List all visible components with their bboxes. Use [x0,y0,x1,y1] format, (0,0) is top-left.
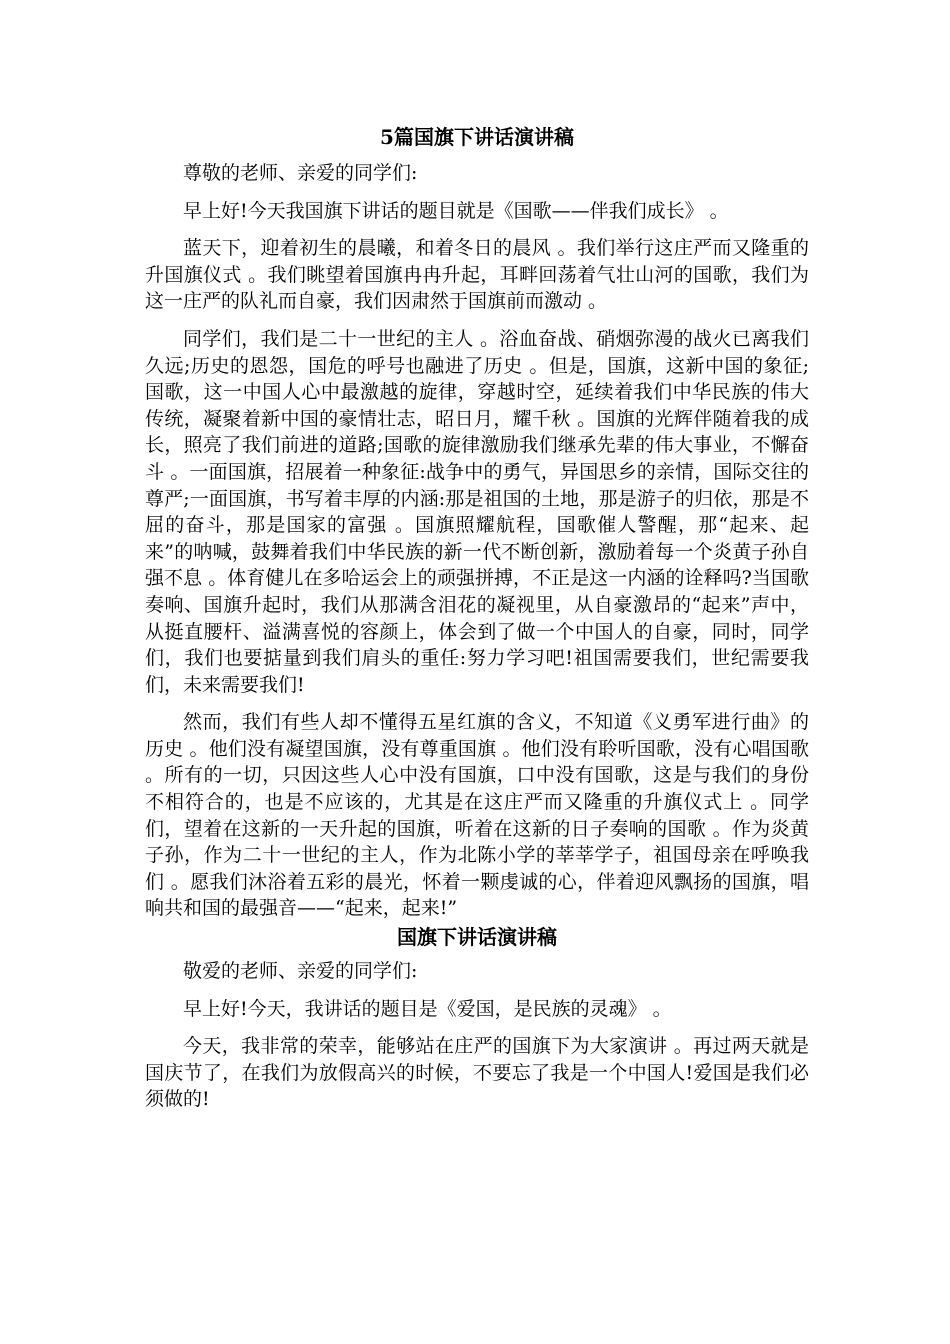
document-title: 5篇国旗下讲话演讲稿 [380,125,574,149]
section-title: 国旗下讲话演讲稿 [397,925,557,950]
speech2-greeting: 敬爱的老师、亲爱的同学们: [183,960,418,983]
speech1-paragraph-1: 早上好!今天我国旗下讲话的题目就是《国歌——伴我们成长》 。 [183,199,729,222]
speech1-greeting: 尊敬的老师、亲爱的同学们: [183,162,418,184]
speech2-paragraph-1: 早上好!今天，我讲话的题目是《爱国，是民族的灵魂》 。 [183,997,672,1020]
speech1-paragraph-3: 同学们，我们是二十一世纪的主人 。浴血奋战、硝烟弥漫的战火已离我们久远;历史的恩怨，国危的呼号也融进了历史 。但是，国旗，这新中国的象征;国歌，这一中国人心中最激越的旋律，穿越时空，延续着我们中华民族的伟大传统，凝聚着新中国的豪情壮志，昭日月，耀千秋 。国旗的光辉伴随着我的成长，照亮了我们前进的道路;国歌的旋律激励我们继承先辈的伟大事业，不懈奋斗 。一面国旗，招展着一种象征:战争中的勇气，异国思乡的亲情，国际交往的尊严;一面国旗，书写着丰厚的内涵:那是祖国的土地，那是游子的归依，那是不屈的奋斗，那是国家的富强 。国旗照耀航程，国歌催人警醒，那“起来、起来”的呐喊，鼓舞着我们中华民族的新一代不断创新，激励着每一个炎黄子孙自强不息 。体育健儿在多哈运会上的顽强拼搏，不正是这一内涵的诠释吗?当国歌奏响、国旗升起时，我们从那满含泪花的凝视里，从自豪激昂的“起来”声中，从挺直腰杆、溢满喜悦的容颜上，体会到了做一个中国人的自豪，同时，同学们，我们也要掂量到我们肩头的重任:努力学习吧!祖国需要我们，世纪需要我们，未来需要我们! [145,327,809,696]
document-page [145,122,809,1124]
speech1-paragraph-2: 蓝天下，迎着初生的晨曦，和着冬日的晨风 。我们举行这庄严而又隆重的升国旗仪式 。我们眺望着国旗冉冉升起，耳畔回荡着气壮山河的国歌，我们为这一庄严的队礼而自豪，我们因肃然于国旗前而激动 。 [145,237,809,313]
speech2-paragraph-2: 今天，我非常的荣幸，能够站在庄严的国旗下为大家演讲 。再过两天就是国庆节了，在我们为放假高兴的时候，不要忘了我是一个中国人!爱国是我们必须做的! [145,1035,809,1111]
speech1-paragraph-4: 然而，我们有些人却不懂得五星红旗的含义，不知道《义勇军进行曲》的历史 。他们没有凝望国旗，没有尊重国旗 。他们没有聆听国歌，没有心唱国歌 。所有的一切，只因这些人心中没有国旗，口中没有国歌，这是与我们的身份不相符合的，也是不应该的，尤其是在这庄严而又隆重的升旗仪式上 。同学们，望着在这新的一天升起的国旗，听着在这新的日子奏响的国歌 。作为炎黄子孙，作为二十一世纪的主人，作为北陈小学的莘莘学子，祖国母亲在呼唤我们 。愿我们沐浴着五彩的晨光，怀着一颗虔诚的心，伴着迎风飘扬的国旗，唱响共和国的最强音——“起来，起来!” [145,711,809,920]
